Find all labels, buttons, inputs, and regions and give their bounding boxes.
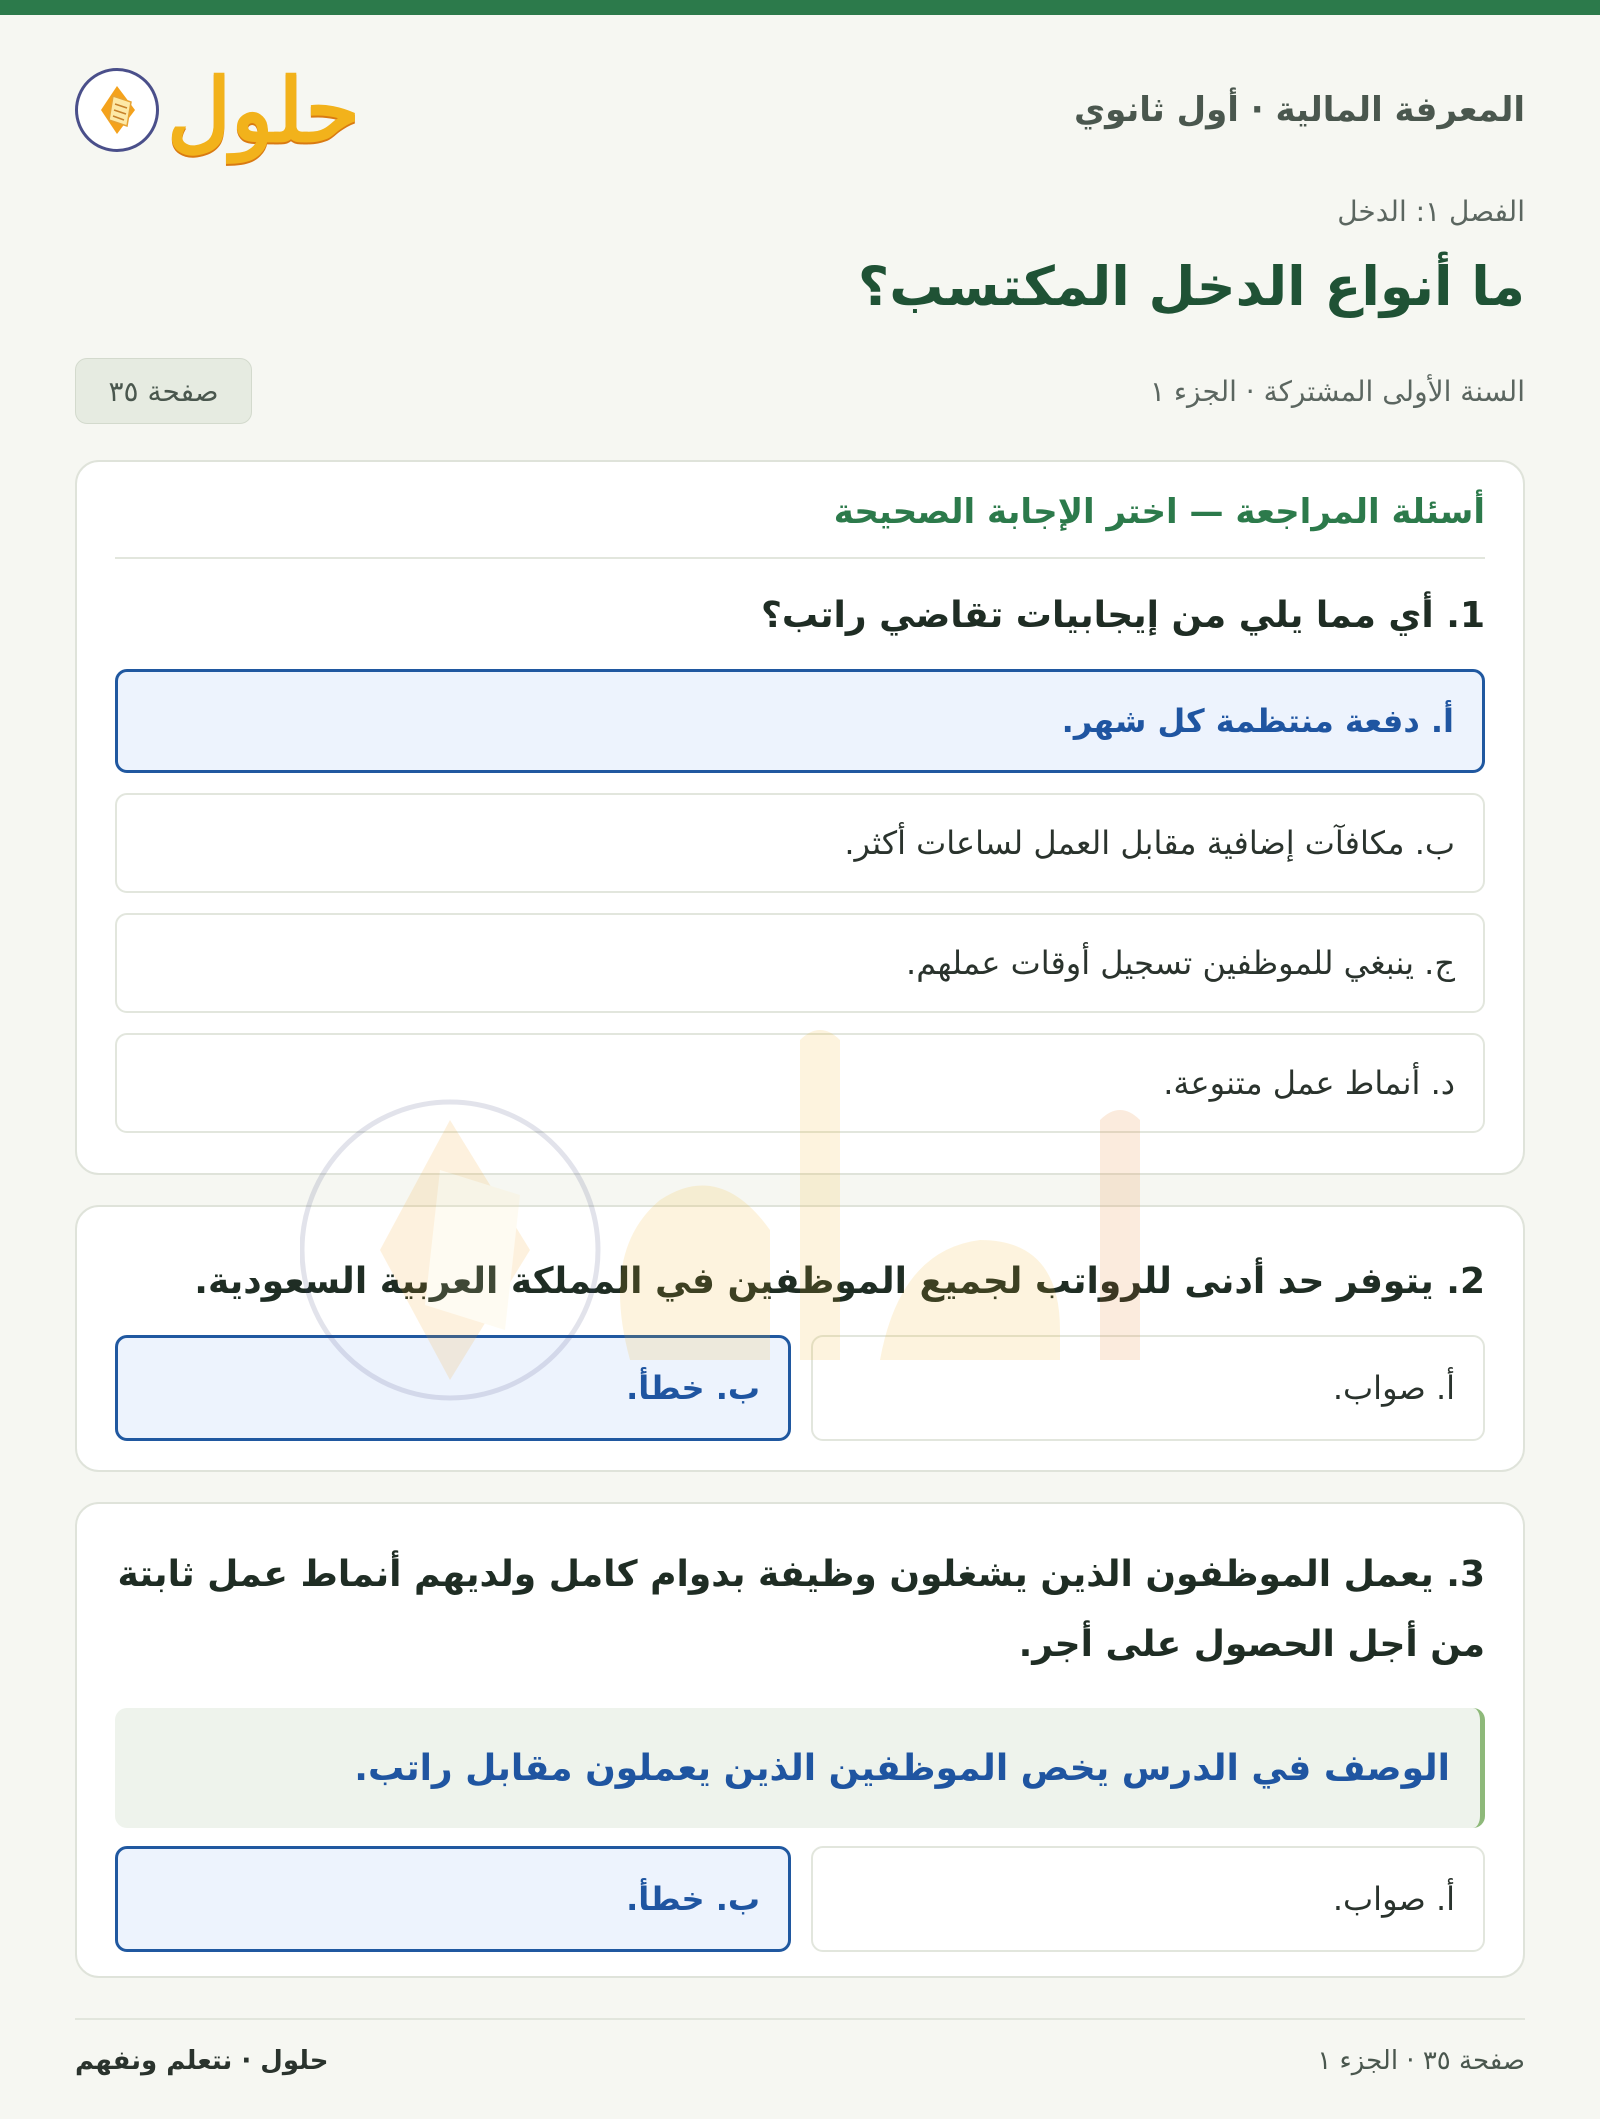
review-card-3 <box>75 1502 1525 1978</box>
subject-title: المعرفة المالية · أول ثانوي <box>1073 90 1525 130</box>
question-2-text: 2. يتوفر حد أدنى للرواتب لجميع الموظفين في المملكة العربية السعودية. <box>194 1261 1485 1302</box>
footer-page-info: صفحة ٣٥ · الجزء ١ <box>1317 2046 1525 2076</box>
book-icon <box>75 68 159 152</box>
q2-option-b[interactable]: ب. خطأ. <box>115 1335 791 1441</box>
page-footer <box>75 2018 1525 2076</box>
review-card-1 <box>75 460 1525 1175</box>
q3-option-a[interactable]: أ. صواب. <box>811 1846 1485 1952</box>
footer-brand: حلول · نتعلم ونفهم <box>75 2046 329 2076</box>
q1-option-b[interactable]: ب. مكافآت إضافية مقابل العمل لساعات أكثر. <box>115 793 1485 893</box>
logo-wordmark: حلول <box>167 58 360 162</box>
review-card-2 <box>75 1205 1525 1472</box>
q1-option-d[interactable]: د. أنماط عمل متنوعة. <box>115 1033 1485 1133</box>
course-meta: السنة الأولى المشتركة · الجزء ١ <box>1149 375 1525 408</box>
question-3-options <box>115 1846 1485 1952</box>
page-number-badge: صفحة ٣٥ <box>75 358 252 424</box>
chapter-label: الفصل ١: الدخل <box>1337 195 1525 228</box>
question-2-options <box>115 1335 1485 1441</box>
page-title: ما أنواع الدخل المكتسب؟ <box>857 255 1525 318</box>
question-1-text: 1. أي مما يلي من إيجابيات تقاضي راتب؟ <box>760 595 1485 636</box>
question-1-options <box>115 669 1485 1133</box>
brand-logo <box>75 58 360 162</box>
section-title: أسئلة المراجعة — اختر الإجابة الصحيحة <box>115 462 1485 559</box>
top-accent-bar <box>0 0 1600 15</box>
q1-option-a[interactable]: أ. دفعة منتظمة كل شهر. <box>115 669 1485 773</box>
page-header <box>75 60 1525 160</box>
q3-option-b[interactable]: ب. خطأ. <box>115 1846 791 1952</box>
question-3-text: 3. يعمل الموظفون الذين يشغلون وظيفة بدوام كامل ولديهم أنماط عمل ثابتة من أجل الحصول على أجر. <box>117 1554 1485 1665</box>
q2-option-a[interactable]: أ. صواب. <box>811 1335 1485 1441</box>
q1-option-c[interactable]: ج. ينبغي للموظفين تسجيل أوقات عملهم. <box>115 913 1485 1013</box>
question-3-hint: الوصف في الدرس يخص الموظفين الذين يعملون مقابل راتب. <box>115 1708 1485 1828</box>
